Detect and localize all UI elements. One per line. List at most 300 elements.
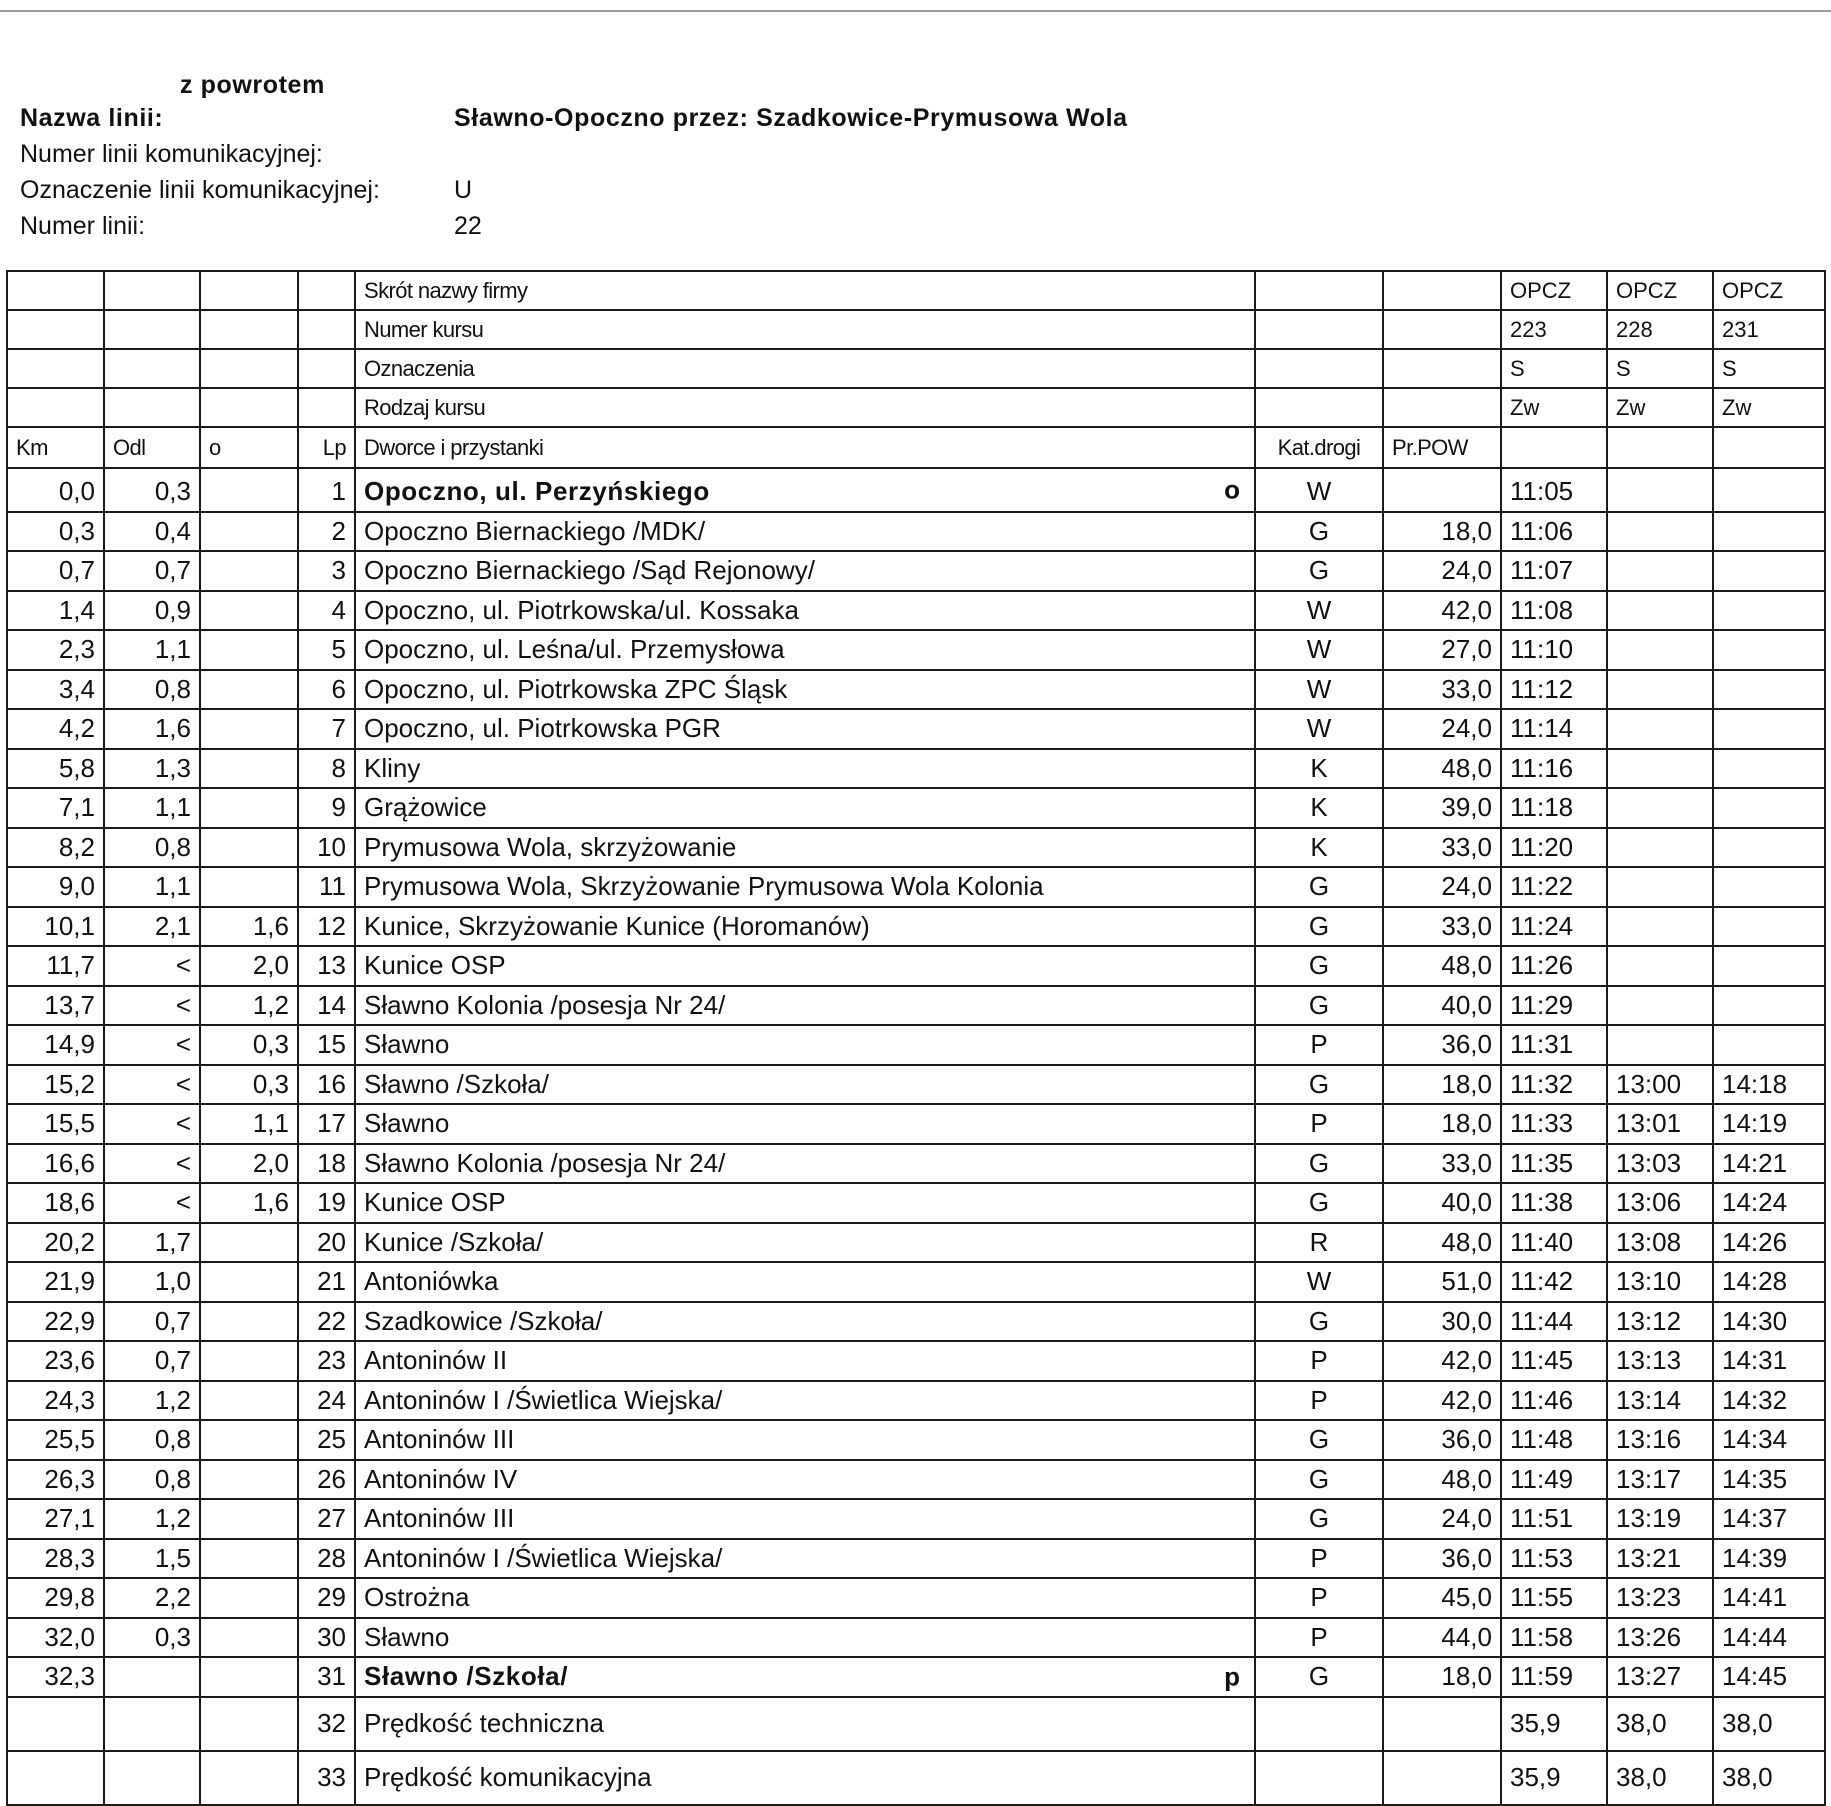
road-category-cell: K bbox=[1255, 788, 1383, 828]
table-row bbox=[7, 1025, 1825, 1065]
road-category-cell: P bbox=[1255, 1341, 1383, 1381]
summary-label: Prędkość techniczna bbox=[355, 1697, 1255, 1751]
o-cell bbox=[200, 1302, 298, 1342]
road-category-cell: K bbox=[1255, 828, 1383, 868]
odl-cell: < bbox=[104, 1144, 200, 1184]
speed-cell: 45,0 bbox=[1383, 1578, 1501, 1618]
speed-cell: 48,0 bbox=[1383, 946, 1501, 986]
o-cell bbox=[200, 551, 298, 591]
table-row bbox=[7, 907, 1825, 947]
departure-time-cell: 13:26 bbox=[1607, 1618, 1713, 1658]
speed-cell: 27,0 bbox=[1383, 630, 1501, 670]
departure-time-cell bbox=[1607, 907, 1713, 947]
summary-value-cell: 38,0 bbox=[1713, 1751, 1825, 1805]
stop-cell bbox=[355, 1341, 1255, 1381]
stop-cell bbox=[355, 1223, 1255, 1263]
stop-cell bbox=[355, 1065, 1255, 1105]
table-row bbox=[7, 1104, 1825, 1144]
stop-name: Kunice, Skrzyżowanie Kunice (Horomanów) bbox=[364, 910, 870, 941]
stop-name: Kunice OSP bbox=[364, 1187, 506, 1218]
stop-name: Kliny bbox=[364, 752, 421, 783]
line-name-label: Nazwa linii: bbox=[20, 104, 164, 132]
km-cell: 18,6 bbox=[7, 1183, 104, 1223]
table-row bbox=[7, 749, 1825, 789]
stop-name: Kunice /Szkoła/ bbox=[364, 1226, 544, 1257]
course-1-type: Zw bbox=[1501, 388, 1607, 427]
table-row bbox=[7, 1065, 1825, 1105]
km-cell: 4,2 bbox=[7, 709, 104, 749]
lp-cell: 29 bbox=[298, 1578, 355, 1618]
odl-cell: 0,3 bbox=[104, 1618, 200, 1658]
comm-line-number-label: Numer linii komunikacyjnej: bbox=[20, 140, 323, 168]
departure-time-cell: 11:06 bbox=[1501, 512, 1607, 552]
odl-cell: 0,7 bbox=[104, 1341, 200, 1381]
stop-cell bbox=[355, 907, 1255, 947]
stop-name: Antoninów II bbox=[364, 1345, 508, 1376]
speed-cell: 33,0 bbox=[1383, 670, 1501, 710]
lp-cell: 28 bbox=[298, 1539, 355, 1579]
stop-name: Antoniówka bbox=[364, 1266, 499, 1297]
o-cell: 2,0 bbox=[200, 1144, 298, 1184]
km-cell: 7,1 bbox=[7, 788, 104, 828]
departure-time-cell: 13:12 bbox=[1607, 1302, 1713, 1342]
lp-cell: 26 bbox=[298, 1460, 355, 1500]
stop-name: Sławno bbox=[364, 1029, 450, 1060]
departure-time-cell: 11:22 bbox=[1501, 867, 1607, 907]
road-category-cell: G bbox=[1255, 1065, 1383, 1105]
o-cell bbox=[200, 468, 298, 512]
departure-time-cell: 11:49 bbox=[1501, 1460, 1607, 1500]
col-speed: Pr.POW bbox=[1383, 427, 1501, 468]
odl-cell: 0,8 bbox=[104, 828, 200, 868]
departure-time-cell: 14:19 bbox=[1713, 1104, 1825, 1144]
o-cell: 1,6 bbox=[200, 1183, 298, 1223]
departure-time-cell bbox=[1713, 867, 1825, 907]
summary-value-cell: 38,0 bbox=[1607, 1697, 1713, 1751]
departure-time-cell: 11:58 bbox=[1501, 1618, 1607, 1658]
stop-name: Opoczno, ul. Piotrkowska PGR bbox=[364, 713, 721, 744]
o-cell bbox=[200, 1539, 298, 1579]
table-row bbox=[7, 828, 1825, 868]
stop-name: Antoninów III bbox=[364, 1424, 515, 1455]
stop-name: Sławno Kolonia /posesja Nr 24/ bbox=[364, 1147, 726, 1178]
km-cell: 11,7 bbox=[7, 946, 104, 986]
o-cell bbox=[200, 749, 298, 789]
empty-cell bbox=[7, 1751, 104, 1805]
km-cell: 23,6 bbox=[7, 1341, 104, 1381]
col-stops: Dworce i przystanki bbox=[355, 427, 1255, 468]
speed-cell: 44,0 bbox=[1383, 1618, 1501, 1658]
departure-time-cell: 11:08 bbox=[1501, 591, 1607, 631]
speed-cell: 36,0 bbox=[1383, 1539, 1501, 1579]
departure-time-cell: 13:01 bbox=[1607, 1104, 1713, 1144]
table-row bbox=[7, 551, 1825, 591]
empty-cell bbox=[1255, 1751, 1383, 1805]
departure-time-cell: 14:21 bbox=[1713, 1144, 1825, 1184]
departure-time-cell: 11:05 bbox=[1501, 468, 1607, 512]
odl-cell: 1,5 bbox=[104, 1539, 200, 1579]
table-row bbox=[7, 1578, 1825, 1618]
speed-cell: 51,0 bbox=[1383, 1262, 1501, 1302]
lp-cell: 31 bbox=[298, 1657, 355, 1697]
departure-time-cell bbox=[1713, 630, 1825, 670]
road-category-cell: P bbox=[1255, 1539, 1383, 1579]
comm-line-mark-label: Oznaczenie linii komunikacyjnej: bbox=[20, 176, 380, 204]
lp-cell: 15 bbox=[298, 1025, 355, 1065]
odl-cell: 1,7 bbox=[104, 1223, 200, 1263]
stop-cell bbox=[355, 1657, 1255, 1697]
departure-time-cell: 13:23 bbox=[1607, 1578, 1713, 1618]
o-cell: 0,3 bbox=[200, 1025, 298, 1065]
departure-time-cell: 13:13 bbox=[1607, 1341, 1713, 1381]
departure-time-cell bbox=[1713, 670, 1825, 710]
km-cell: 29,8 bbox=[7, 1578, 104, 1618]
departure-time-cell: 11:51 bbox=[1501, 1499, 1607, 1539]
o-cell bbox=[200, 1499, 298, 1539]
departure-time-cell bbox=[1607, 670, 1713, 710]
departure-time-cell: 14:26 bbox=[1713, 1223, 1825, 1263]
summary-value-cell: 38,0 bbox=[1713, 1697, 1825, 1751]
lp-cell: 13 bbox=[298, 946, 355, 986]
top-border-line bbox=[0, 10, 1831, 12]
o-cell: 2,0 bbox=[200, 946, 298, 986]
o-cell bbox=[200, 709, 298, 749]
stop-name: Sławno Kolonia /posesja Nr 24/ bbox=[364, 989, 726, 1020]
lp-cell: 17 bbox=[298, 1104, 355, 1144]
course-1-marking: S bbox=[1501, 349, 1607, 388]
road-category-cell: P bbox=[1255, 1578, 1383, 1618]
km-cell: 16,6 bbox=[7, 1144, 104, 1184]
stop-cell bbox=[355, 1499, 1255, 1539]
stop-cell bbox=[355, 749, 1255, 789]
odl-cell: 0,7 bbox=[104, 1302, 200, 1342]
speed-cell bbox=[1383, 468, 1501, 512]
o-cell bbox=[200, 1341, 298, 1381]
km-cell: 22,9 bbox=[7, 1302, 104, 1342]
label-markings: Oznaczenia bbox=[355, 349, 1255, 388]
departure-time-cell: 11:32 bbox=[1501, 1065, 1607, 1105]
odl-cell: 0,9 bbox=[104, 591, 200, 631]
road-category-cell: G bbox=[1255, 946, 1383, 986]
road-category-cell: R bbox=[1255, 1223, 1383, 1263]
o-cell bbox=[200, 1460, 298, 1500]
departure-time-cell: 11:55 bbox=[1501, 1578, 1607, 1618]
odl-cell: 1,1 bbox=[104, 788, 200, 828]
departure-time-cell: 11:42 bbox=[1501, 1262, 1607, 1302]
stop-name: Opoczno Biernackiego /Sąd Rejonowy/ bbox=[364, 555, 815, 586]
departure-time-cell bbox=[1607, 709, 1713, 749]
odl-cell: 1,2 bbox=[104, 1381, 200, 1421]
departure-time-cell: 14:24 bbox=[1713, 1183, 1825, 1223]
km-cell: 15,5 bbox=[7, 1104, 104, 1144]
road-category-cell: G bbox=[1255, 551, 1383, 591]
stop-cell bbox=[355, 1262, 1255, 1302]
stop-name: Ostrożna bbox=[364, 1582, 470, 1613]
speed-cell: 42,0 bbox=[1383, 591, 1501, 631]
departure-time-cell: 11:48 bbox=[1501, 1420, 1607, 1460]
lp-cell: 30 bbox=[298, 1618, 355, 1658]
o-cell: 1,2 bbox=[200, 986, 298, 1026]
speed-cell: 40,0 bbox=[1383, 1183, 1501, 1223]
speed-cell: 48,0 bbox=[1383, 1223, 1501, 1263]
odl-cell: 0,7 bbox=[104, 551, 200, 591]
speed-cell: 30,0 bbox=[1383, 1302, 1501, 1342]
departure-time-cell: 11:33 bbox=[1501, 1104, 1607, 1144]
odl-cell: 1,3 bbox=[104, 749, 200, 789]
km-cell: 15,2 bbox=[7, 1065, 104, 1105]
departure-time-cell: 11:53 bbox=[1501, 1539, 1607, 1579]
km-cell: 24,3 bbox=[7, 1381, 104, 1421]
direction-subtitle: z powrotem bbox=[180, 71, 325, 99]
lp-cell: 20 bbox=[298, 1223, 355, 1263]
departure-time-cell: 11:10 bbox=[1501, 630, 1607, 670]
stop-cell bbox=[355, 1618, 1255, 1658]
table-row bbox=[7, 1499, 1825, 1539]
stop-cell bbox=[355, 1420, 1255, 1460]
lp-cell: 21 bbox=[298, 1262, 355, 1302]
line-name-value: Sławno-Opoczno przez: Szadkowice-Prymusowa Wola bbox=[454, 104, 1128, 132]
departure-time-cell: 11:46 bbox=[1501, 1381, 1607, 1421]
o-cell bbox=[200, 1262, 298, 1302]
departure-time-cell bbox=[1713, 1025, 1825, 1065]
speed-cell: 24,0 bbox=[1383, 709, 1501, 749]
stop-name: Sławno /Szkoła/ bbox=[364, 1068, 549, 1099]
departure-time-cell: 13:06 bbox=[1607, 1183, 1713, 1223]
timetable-footer bbox=[7, 1697, 1825, 1805]
speed-cell: 42,0 bbox=[1383, 1381, 1501, 1421]
departure-time-cell bbox=[1713, 512, 1825, 552]
course-3-type: Zw bbox=[1713, 388, 1825, 427]
o-cell bbox=[200, 630, 298, 670]
timetable-body bbox=[7, 468, 1825, 1697]
departure-time-cell bbox=[1607, 1025, 1713, 1065]
summary-row bbox=[7, 1697, 1825, 1751]
stop-cell bbox=[355, 1578, 1255, 1618]
odl-cell: 1,0 bbox=[104, 1262, 200, 1302]
departure-time-cell bbox=[1607, 630, 1713, 670]
odl-cell: 0,3 bbox=[104, 468, 200, 512]
road-category-cell: G bbox=[1255, 1420, 1383, 1460]
timetable bbox=[6, 270, 1826, 1806]
lp-cell: 27 bbox=[298, 1499, 355, 1539]
lp-cell: 3 bbox=[298, 551, 355, 591]
departure-time-cell: 14:18 bbox=[1713, 1065, 1825, 1105]
departure-time-cell: 13:27 bbox=[1607, 1657, 1713, 1697]
departure-time-cell: 11:59 bbox=[1501, 1657, 1607, 1697]
road-category-cell: G bbox=[1255, 867, 1383, 907]
km-cell: 26,3 bbox=[7, 1460, 104, 1500]
table-row bbox=[7, 1420, 1825, 1460]
departure-time-cell: 11:31 bbox=[1501, 1025, 1607, 1065]
o-cell: 0,3 bbox=[200, 1065, 298, 1105]
odl-cell: 2,1 bbox=[104, 907, 200, 947]
table-row bbox=[7, 1618, 1825, 1658]
departure-time-cell bbox=[1713, 946, 1825, 986]
road-category-cell: G bbox=[1255, 986, 1383, 1026]
departure-time-cell: 14:31 bbox=[1713, 1341, 1825, 1381]
stop-cell bbox=[355, 788, 1255, 828]
stop-name: Kunice OSP bbox=[364, 950, 506, 981]
stop-name: Antoninów I /Świetlica Wiejska/ bbox=[364, 1542, 723, 1573]
departure-time-cell bbox=[1607, 788, 1713, 828]
o-cell bbox=[200, 591, 298, 631]
departure-time-cell bbox=[1713, 468, 1825, 512]
lp-cell: 33 bbox=[298, 1751, 355, 1805]
stop-cell bbox=[355, 512, 1255, 552]
lp-cell: 2 bbox=[298, 512, 355, 552]
stop-cell bbox=[355, 946, 1255, 986]
course-2-type: Zw bbox=[1607, 388, 1713, 427]
lp-cell: 11 bbox=[298, 867, 355, 907]
table-row bbox=[7, 1539, 1825, 1579]
departure-time-cell bbox=[1607, 986, 1713, 1026]
km-cell: 9,0 bbox=[7, 867, 104, 907]
departure-time-cell: 13:08 bbox=[1607, 1223, 1713, 1263]
odl-cell: 2,2 bbox=[104, 1578, 200, 1618]
empty-cell bbox=[1255, 1697, 1383, 1751]
stop-name: Opoczno, ul. Piotrkowska/ul. Kossaka bbox=[364, 594, 799, 625]
table-row bbox=[7, 788, 1825, 828]
table-row bbox=[7, 670, 1825, 710]
km-cell: 14,9 bbox=[7, 1025, 104, 1065]
lp-cell: 16 bbox=[298, 1065, 355, 1105]
km-cell: 3,4 bbox=[7, 670, 104, 710]
stop-cell bbox=[355, 591, 1255, 631]
table-row bbox=[7, 709, 1825, 749]
speed-cell: 24,0 bbox=[1383, 1499, 1501, 1539]
stop-cell bbox=[355, 468, 1255, 512]
o-cell bbox=[200, 1420, 298, 1460]
departure-time-cell bbox=[1713, 709, 1825, 749]
departure-time-cell: 11:45 bbox=[1501, 1341, 1607, 1381]
speed-cell: 33,0 bbox=[1383, 828, 1501, 868]
departure-time-cell: 14:32 bbox=[1713, 1381, 1825, 1421]
stop-name: Sławno bbox=[364, 1108, 450, 1139]
empty-cell bbox=[1383, 1697, 1501, 1751]
stop-cell bbox=[355, 986, 1255, 1026]
road-category-cell: G bbox=[1255, 1302, 1383, 1342]
departure-time-cell bbox=[1607, 828, 1713, 868]
table-row bbox=[7, 630, 1825, 670]
col-odl: Odl bbox=[104, 427, 200, 468]
o-cell bbox=[200, 1657, 298, 1697]
course-3-company: OPCZ bbox=[1713, 271, 1825, 310]
departure-time-cell: 11:20 bbox=[1501, 828, 1607, 868]
col-road-category: Kat.drogi bbox=[1255, 427, 1383, 468]
table-row bbox=[7, 946, 1825, 986]
road-category-cell: K bbox=[1255, 749, 1383, 789]
speed-cell: 36,0 bbox=[1383, 1025, 1501, 1065]
lp-cell: 12 bbox=[298, 907, 355, 947]
lp-cell: 25 bbox=[298, 1420, 355, 1460]
stop-cell bbox=[355, 1025, 1255, 1065]
course-1-company: OPCZ bbox=[1501, 271, 1607, 310]
lp-cell: 23 bbox=[298, 1341, 355, 1381]
col-o: o bbox=[200, 427, 298, 468]
departure-time-cell: 14:44 bbox=[1713, 1618, 1825, 1658]
road-category-cell: W bbox=[1255, 670, 1383, 710]
odl-cell: 1,6 bbox=[104, 709, 200, 749]
km-cell: 5,8 bbox=[7, 749, 104, 789]
speed-cell: 18,0 bbox=[1383, 1065, 1501, 1105]
departure-time-cell: 13:17 bbox=[1607, 1460, 1713, 1500]
road-category-cell: P bbox=[1255, 1104, 1383, 1144]
stop-cell bbox=[355, 1539, 1255, 1579]
departure-time-cell bbox=[1713, 907, 1825, 947]
departure-time-cell: 13:14 bbox=[1607, 1381, 1713, 1421]
lp-cell: 24 bbox=[298, 1381, 355, 1421]
empty-cell bbox=[1383, 1751, 1501, 1805]
stop-name: Prymusowa Wola, Skrzyżowanie Prymusowa Wola Kolonia bbox=[364, 871, 1044, 902]
col-km: Km bbox=[7, 427, 104, 468]
stop-name: Opoczno, ul. Leśna/ul. Przemysłowa bbox=[364, 634, 785, 665]
road-category-cell: G bbox=[1255, 1144, 1383, 1184]
lp-cell: 14 bbox=[298, 986, 355, 1026]
departure-time-cell: 11:29 bbox=[1501, 986, 1607, 1026]
departure-time-cell: 11:26 bbox=[1501, 946, 1607, 986]
stop-cell bbox=[355, 828, 1255, 868]
comm-line-mark-value: U bbox=[454, 176, 473, 204]
departure-time-cell: 13:16 bbox=[1607, 1420, 1713, 1460]
departure-time-cell: 14:30 bbox=[1713, 1302, 1825, 1342]
km-cell: 0,7 bbox=[7, 551, 104, 591]
departure-time-cell: 13:10 bbox=[1607, 1262, 1713, 1302]
lp-cell: 8 bbox=[298, 749, 355, 789]
stop-cell bbox=[355, 1460, 1255, 1500]
road-category-cell: W bbox=[1255, 468, 1383, 512]
label-course-number: Numer kursu bbox=[355, 310, 1255, 349]
speed-cell: 18,0 bbox=[1383, 512, 1501, 552]
stop-marker: o bbox=[1224, 474, 1240, 505]
speed-cell: 48,0 bbox=[1383, 1460, 1501, 1500]
departure-time-cell bbox=[1713, 788, 1825, 828]
km-cell: 0,0 bbox=[7, 468, 104, 512]
o-cell: 1,1 bbox=[200, 1104, 298, 1144]
stop-name: Sławno bbox=[364, 1621, 450, 1652]
o-cell bbox=[200, 1578, 298, 1618]
course-3-number: 231 bbox=[1713, 310, 1825, 349]
table-row bbox=[7, 1262, 1825, 1302]
km-cell: 10,1 bbox=[7, 907, 104, 947]
odl-cell: < bbox=[104, 986, 200, 1026]
o-cell bbox=[200, 867, 298, 907]
stop-name: Opoczno, ul. Piotrkowska ZPC Śląsk bbox=[364, 673, 788, 704]
table-row bbox=[7, 1341, 1825, 1381]
km-cell: 2,3 bbox=[7, 630, 104, 670]
odl-cell: < bbox=[104, 1104, 200, 1144]
lp-cell: 4 bbox=[298, 591, 355, 631]
table-row bbox=[7, 1381, 1825, 1421]
departure-time-cell bbox=[1607, 512, 1713, 552]
road-category-cell: P bbox=[1255, 1381, 1383, 1421]
lp-cell: 22 bbox=[298, 1302, 355, 1342]
empty-cell bbox=[104, 1697, 200, 1751]
summary-label: Prędkość komunikacyjna bbox=[355, 1751, 1255, 1805]
odl-cell: 0,8 bbox=[104, 1420, 200, 1460]
departure-time-cell: 14:41 bbox=[1713, 1578, 1825, 1618]
departure-time-cell: 11:07 bbox=[1501, 551, 1607, 591]
lp-cell: 9 bbox=[298, 788, 355, 828]
departure-time-cell bbox=[1713, 828, 1825, 868]
departure-time-cell: 14:39 bbox=[1713, 1539, 1825, 1579]
odl-cell: 0,8 bbox=[104, 670, 200, 710]
departure-time-cell: 14:45 bbox=[1713, 1657, 1825, 1697]
odl-cell bbox=[104, 1657, 200, 1697]
departure-time-cell bbox=[1607, 591, 1713, 631]
line-number-value: 22 bbox=[454, 212, 482, 240]
odl-cell: < bbox=[104, 1065, 200, 1105]
km-cell: 1,4 bbox=[7, 591, 104, 631]
